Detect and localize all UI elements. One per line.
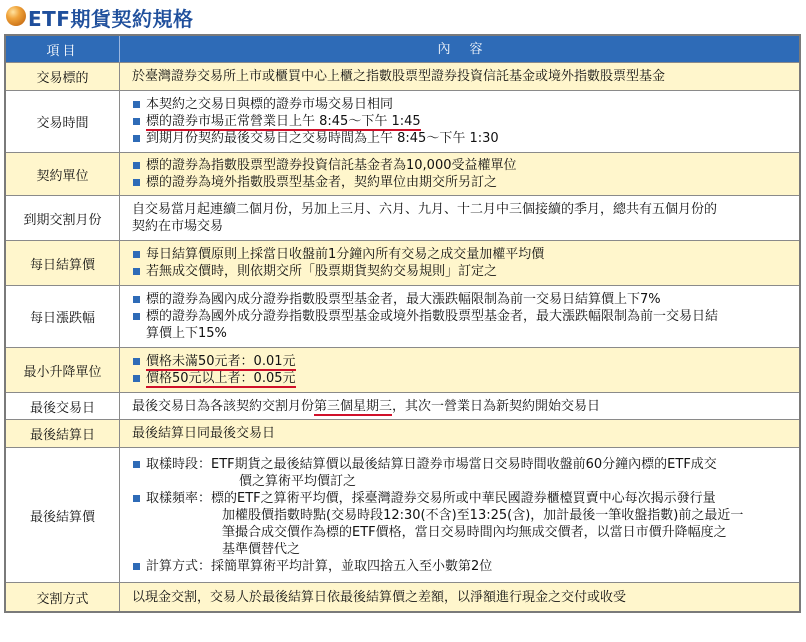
row-label: 交割方式 bbox=[6, 583, 120, 611]
row-text: 契約在市場交易 bbox=[132, 219, 224, 234]
bullet-item: 計算方式：採簡單算術平均計算，並取四捨五入至小數第2位 bbox=[132, 558, 791, 575]
spec-table bbox=[4, 34, 801, 613]
row-text: 於臺灣證券交易所上市或櫃買中心上櫃之指數股票型證券投資信託基金或境外指數股票型基金 bbox=[132, 69, 666, 84]
header-item: 項目 bbox=[6, 36, 120, 62]
table-row bbox=[6, 582, 799, 611]
bullet-item: 取樣時段：ETF期貨之最後結算價以最後結算日證券市場當日交易時間收盤前60分鐘內標的ETF成交 bbox=[132, 456, 791, 473]
bullet-item-underlined: 價格未滿50元者：0.01元 bbox=[146, 354, 296, 369]
bullet-continuation: 筆撮合成交價作為標的ETF價格，當日交易時間內均無成交價者，以當日市價升降幅度之 bbox=[222, 524, 727, 540]
table-row bbox=[6, 152, 799, 195]
row-label: 交易標的 bbox=[6, 63, 120, 90]
bullet-item: 標的證券為境外指數股票型基金者，契約單位由期交所另訂之 bbox=[132, 174, 791, 191]
bullet-item: 到期月份契約最後交易日之交易時間為上午 8:45～下午 1:30 bbox=[132, 130, 791, 147]
bullet-item: 標的證券為國內成分證券指數股票型基金者，最大漲跌幅限制為前一交易日結算價上下7% bbox=[132, 291, 791, 308]
table-row bbox=[6, 240, 799, 285]
title-bar bbox=[0, 0, 806, 34]
row-label: 到期交割月份 bbox=[6, 196, 120, 240]
page-title: ETF期貨契約規格 bbox=[28, 7, 194, 31]
row-text-underlined: 第三個星期三 bbox=[314, 398, 393, 414]
row-label: 最後結算日 bbox=[6, 420, 120, 447]
bullet-continuation: 加權股價指數時點(交易時段12:30(不含)至13:25(含)，加計最後一筆收盤指數)前之最近一 bbox=[222, 507, 744, 523]
table-row bbox=[6, 392, 799, 419]
row-label: 最小升降單位 bbox=[6, 348, 120, 392]
row-text: 自交易當月起連續二個月份，另加上三月、六月、九月、十二月中三個接續的季月，總共有五個月份的 bbox=[132, 202, 718, 217]
row-label: 交易時間 bbox=[6, 91, 120, 152]
bullet-item-underlined: 標的證券市場正常營業日上午 8:45～下午 1:45 bbox=[146, 114, 421, 129]
bullet-continuation: 價之算術平均價訂之 bbox=[239, 473, 357, 489]
row-label: 每日漲跌幅 bbox=[6, 286, 120, 347]
row-label: 最後交易日 bbox=[6, 393, 120, 419]
bullet-continuation: 基準價替代之 bbox=[222, 541, 301, 557]
table-row bbox=[6, 447, 799, 582]
table-row bbox=[6, 285, 799, 347]
bullet-item: 若無成交價時，則依期交所「股票期貨契約交易規則」訂定之 bbox=[132, 263, 791, 280]
table-row bbox=[6, 195, 799, 240]
row-label: 契約單位 bbox=[6, 153, 120, 195]
bullet-item: 本契約之交易日與標的證券市場交易日相同 bbox=[132, 96, 791, 113]
row-label: 每日結算價 bbox=[6, 241, 120, 285]
table-row bbox=[6, 62, 799, 90]
bullet-item: 標的證券為指數股票型證券投資信託基金者為10,000受益權單位 bbox=[132, 157, 791, 174]
table-row bbox=[6, 419, 799, 447]
bullet-continuation: 算價上下15% bbox=[146, 326, 227, 341]
bullet-item: 每日結算價原則上採當日收盤前1分鐘內所有交易之成交量加權平均價 bbox=[132, 246, 791, 263]
table-row bbox=[6, 347, 799, 392]
row-text: 最後結算日同最後交易日 bbox=[132, 426, 276, 441]
row-label: 最後結算價 bbox=[6, 448, 120, 582]
table-header bbox=[6, 36, 799, 62]
row-text: ，其次一營業日為新契約開始交易日 bbox=[392, 398, 601, 414]
bullet-item-underlined: 價格50元以上者：0.05元 bbox=[146, 371, 296, 386]
table-row bbox=[6, 90, 799, 152]
bullet-item: 標的證券為國外成分證券指數股票型基金或境外指數股票型基金者，最大漲跌幅限制為前一交易日結 bbox=[132, 308, 791, 325]
row-text: 最後交易日為各該契約交割月份 bbox=[132, 398, 315, 414]
bullet-item: 取樣頻率：標的ETF之算術平均價，採臺灣證券交易所或中華民國證券櫃檯買賣中心每次揭示發行量 bbox=[132, 490, 791, 507]
row-text: 以現金交割，交易人於最後結算日依最後結算價之差額，以淨額進行現金之交付或收受 bbox=[132, 589, 627, 605]
header-content: 內 容 bbox=[437, 41, 486, 57]
orange-ball-icon bbox=[6, 6, 26, 26]
